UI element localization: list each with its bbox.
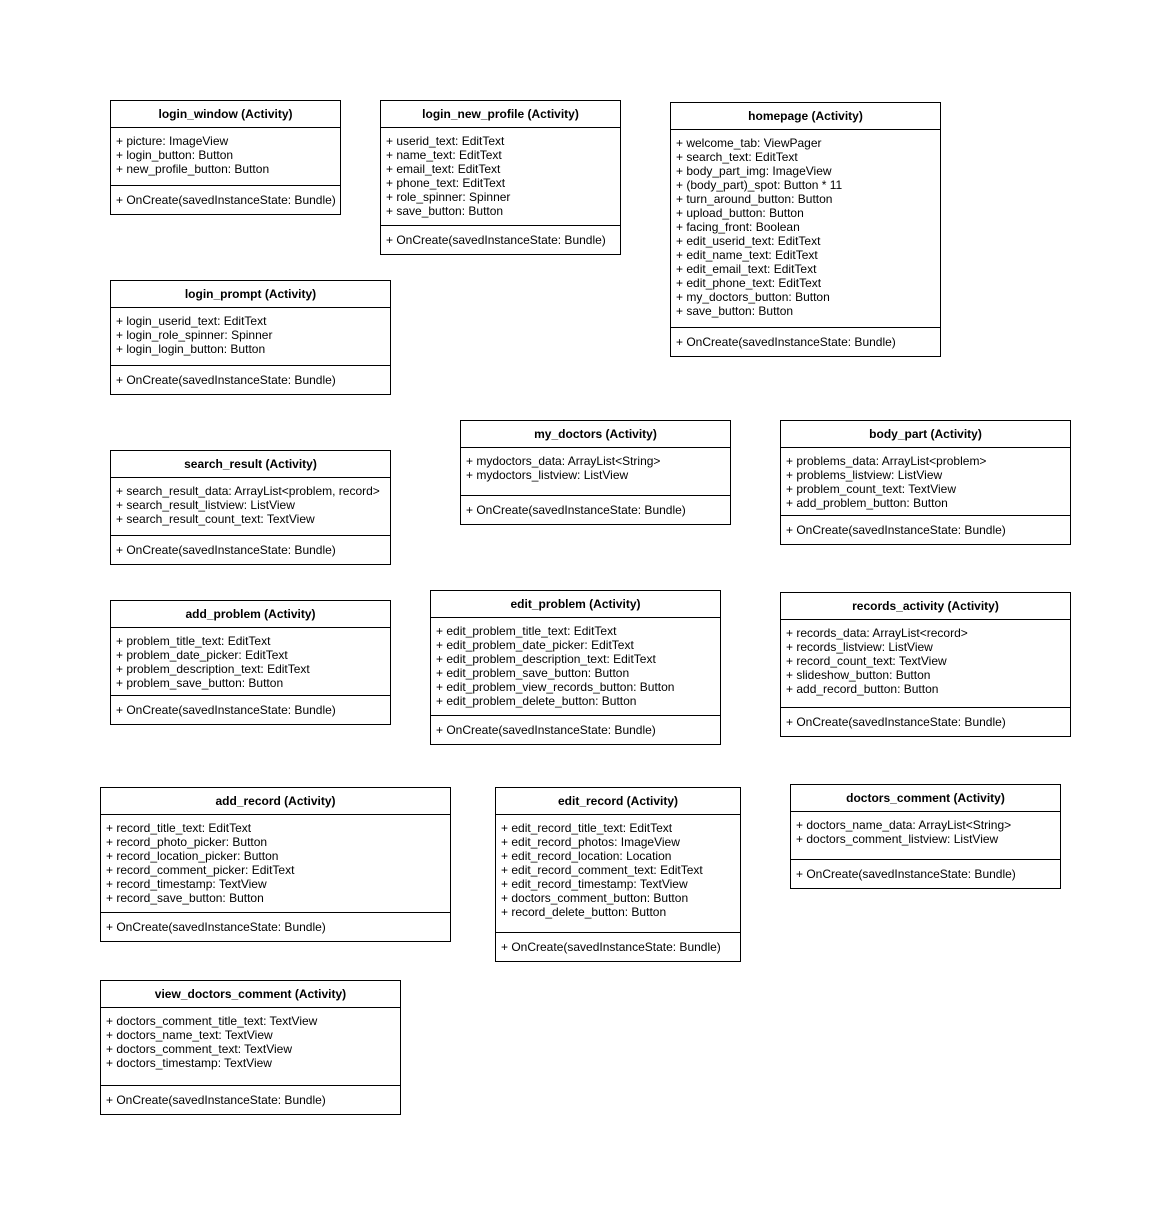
class-operation: + OnCreate(savedInstanceState: Bundle): [116, 373, 336, 387]
class-attribute: + welcome_tab: ViewPager: [676, 136, 822, 150]
class-attribute: + edit_record_location: Location: [501, 849, 672, 863]
class-attribute: + record_delete_button: Button: [501, 905, 667, 919]
class-title: homepage (Activity): [671, 103, 940, 130]
class-attributes: [101, 815, 450, 913]
class-my-doctors: [460, 420, 731, 525]
class-attribute: + edit_problem_date_picker: EditText: [436, 638, 634, 652]
class-attributes: [496, 815, 740, 933]
class-operation: + OnCreate(savedInstanceState: Bundle): [466, 503, 686, 517]
class-attributes: [101, 1008, 400, 1086]
class-attribute: + edit_problem_title_text: EditText: [436, 624, 617, 638]
class-view-doctors-comment: [100, 980, 401, 1115]
class-attribute: + record_save_button: Button: [106, 891, 264, 905]
class-operations: [791, 860, 1060, 888]
class-attributes: [791, 812, 1060, 860]
class-attribute: + search_text: EditText: [676, 150, 798, 164]
class-attribute: + turn_around_button: Button: [676, 192, 833, 206]
class-attribute: + problem_date_picker: EditText: [116, 648, 288, 662]
class-attribute: + record_count_text: TextView: [786, 654, 947, 668]
class-attribute: + problems_data: ArrayList<problem>: [786, 454, 987, 468]
class-attribute: + records_data: ArrayList<record>: [786, 626, 968, 640]
class-attribute: + edit_email_text: EditText: [676, 262, 817, 276]
class-attribute: + doctors_comment_text: TextView: [106, 1042, 292, 1056]
class-attribute: + record_title_text: EditText: [106, 821, 252, 835]
class-attribute: + record_timestamp: TextView: [106, 877, 267, 891]
class-title: edit_record (Activity): [496, 788, 740, 815]
class-attribute: + (body_part)_spot: Button * 11: [676, 178, 843, 192]
class-operations: [431, 716, 720, 744]
class-attribute: + edit_record_title_text: EditText: [501, 821, 673, 835]
class-attributes: [111, 478, 390, 536]
class-attribute: + doctors_comment_button: Button: [501, 891, 689, 905]
class-title: edit_problem (Activity): [431, 591, 720, 618]
class-body-part: [780, 420, 1071, 545]
class-operations: [111, 186, 340, 214]
class-operations: [381, 226, 620, 254]
class-title: search_result (Activity): [111, 451, 390, 478]
class-operation: + OnCreate(savedInstanceState: Bundle): [106, 920, 326, 934]
class-doctors-comment: [790, 784, 1061, 889]
class-operation: + OnCreate(savedInstanceState: Bundle): [436, 723, 656, 737]
class-operation: + OnCreate(savedInstanceState: Bundle): [796, 867, 1016, 881]
class-attributes: [381, 128, 620, 226]
class-attribute: + doctors_name_data: ArrayList<String>: [796, 818, 1012, 832]
class-attribute: + edit_problem_delete_button: Button: [436, 694, 637, 708]
class-attribute: + login_role_spinner: Spinner: [116, 328, 273, 342]
class-title: doctors_comment (Activity): [791, 785, 1060, 812]
class-attributes: [431, 618, 720, 716]
class-attributes: [781, 448, 1070, 516]
class-title: records_activity (Activity): [781, 593, 1070, 620]
class-attribute: + record_comment_picker: EditText: [106, 863, 295, 877]
class-attribute: + problem_description_text: EditText: [116, 662, 310, 676]
class-title: view_doctors_comment (Activity): [101, 981, 400, 1008]
class-attribute: + save_button: Button: [676, 304, 794, 318]
class-attribute: + login_userid_text: EditText: [116, 314, 267, 328]
class-attribute: + edit_problem_description_text: EditText: [436, 652, 656, 666]
class-attribute: + edit_problem_view_records_button: Button: [436, 680, 675, 694]
class-operation: + OnCreate(savedInstanceState: Bundle): [116, 193, 336, 207]
class-title: login_prompt (Activity): [111, 281, 390, 308]
class-attribute: + email_text: EditText: [386, 162, 501, 176]
class-login-window: [110, 100, 341, 215]
class-attribute: + record_photo_picker: Button: [106, 835, 268, 849]
class-title: add_problem (Activity): [111, 601, 390, 628]
class-operations: [101, 913, 450, 941]
class-operations: [111, 366, 390, 394]
class-attribute: + doctors_name_text: TextView: [106, 1028, 273, 1042]
class-attribute: + doctors_timestamp: TextView: [106, 1056, 272, 1070]
class-attribute: + search_result_data: ArrayList<problem, record>: [116, 484, 380, 498]
class-attribute: + mydoctors_data: ArrayList<String>: [466, 454, 661, 468]
class-attribute: + record_location_picker: Button: [106, 849, 279, 863]
class-attribute: + problem_save_button: Button: [116, 676, 284, 690]
class-operations: [111, 536, 390, 564]
class-operations: [671, 328, 940, 356]
class-operations: [781, 516, 1070, 544]
class-attribute: + search_result_count_text: TextView: [116, 512, 315, 526]
class-edit-problem: [430, 590, 721, 745]
class-attributes: [781, 620, 1070, 708]
class-attributes: [111, 308, 390, 366]
class-operation: + OnCreate(savedInstanceState: Bundle): [676, 335, 896, 349]
class-title: login_new_profile (Activity): [381, 101, 620, 128]
class-attribute: + name_text: EditText: [386, 148, 502, 162]
class-add-problem: [110, 600, 391, 725]
class-attribute: + new_profile_button: Button: [116, 162, 270, 176]
class-attribute: + my_doctors_button: Button: [676, 290, 830, 304]
class-attribute: + edit_name_text: EditText: [676, 248, 818, 262]
class-attribute: + edit_record_comment_text: EditText: [501, 863, 703, 877]
class-operation: + OnCreate(savedInstanceState: Bundle): [116, 703, 336, 717]
class-attribute: + problem_count_text: TextView: [786, 482, 956, 496]
class-attribute: + upload_button: Button: [676, 206, 804, 220]
class-attribute: + edit_record_photos: ImageView: [501, 835, 680, 849]
class-attribute: + login_login_button: Button: [116, 342, 266, 356]
class-attribute: + picture: ImageView: [116, 134, 229, 148]
class-operation: + OnCreate(savedInstanceState: Bundle): [786, 715, 1006, 729]
class-title: login_window (Activity): [111, 101, 340, 128]
class-attribute: + doctors_comment_listview: ListView: [796, 832, 999, 846]
class-attribute: + search_result_listview: ListView: [116, 498, 295, 512]
class-attribute: + mydoctors_listview: ListView: [466, 468, 629, 482]
class-attribute: + add_record_button: Button: [786, 682, 939, 696]
class-homepage: [670, 102, 941, 357]
class-operation: + OnCreate(savedInstanceState: Bundle): [116, 543, 336, 557]
class-attribute: + problem_title_text: EditText: [116, 634, 271, 648]
class-operation: + OnCreate(savedInstanceState: Bundle): [501, 940, 721, 954]
class-attribute: + role_spinner: Spinner: [386, 190, 511, 204]
class-attributes: [111, 128, 340, 186]
class-operations: [101, 1086, 400, 1114]
class-login-new-profile: [380, 100, 621, 255]
class-attribute: + phone_text: EditText: [386, 176, 506, 190]
class-attribute: + doctors_comment_title_text: TextView: [106, 1014, 318, 1028]
class-attribute: + add_problem_button: Button: [786, 496, 948, 510]
class-login-prompt: [110, 280, 391, 395]
class-operation: + OnCreate(savedInstanceState: Bundle): [786, 523, 1006, 537]
class-attribute: + edit_record_timestamp: TextView: [501, 877, 688, 891]
class-attribute: + edit_phone_text: EditText: [676, 276, 822, 290]
class-attribute: + facing_front: Boolean: [676, 220, 800, 234]
class-attribute: + records_listview: ListView: [786, 640, 933, 654]
class-operations: [781, 708, 1070, 736]
class-attributes: [461, 448, 730, 496]
class-operation: + OnCreate(savedInstanceState: Bundle): [386, 233, 606, 247]
class-attribute: + body_part_img: ImageView: [676, 164, 832, 178]
class-title: add_record (Activity): [101, 788, 450, 815]
class-search-result: [110, 450, 391, 565]
class-title: my_doctors (Activity): [461, 421, 730, 448]
class-attribute: + edit_problem_save_button: Button: [436, 666, 630, 680]
class-attributes: [671, 130, 940, 328]
class-title: body_part (Activity): [781, 421, 1070, 448]
class-operations: [111, 696, 390, 724]
class-attribute: + save_button: Button: [386, 204, 504, 218]
class-attribute: + problems_listview: ListView: [786, 468, 943, 482]
class-operations: [496, 933, 740, 961]
class-attribute: + login_button: Button: [116, 148, 234, 162]
class-attributes: [111, 628, 390, 696]
class-edit-record: [495, 787, 741, 962]
class-add-record: [100, 787, 451, 942]
class-attribute: + edit_userid_text: EditText: [676, 234, 821, 248]
class-records-activity: [780, 592, 1071, 737]
class-attribute: + slideshow_button: Button: [786, 668, 931, 682]
class-attribute: + userid_text: EditText: [386, 134, 505, 148]
class-operation: + OnCreate(savedInstanceState: Bundle): [106, 1093, 326, 1107]
class-operations: [461, 496, 730, 524]
